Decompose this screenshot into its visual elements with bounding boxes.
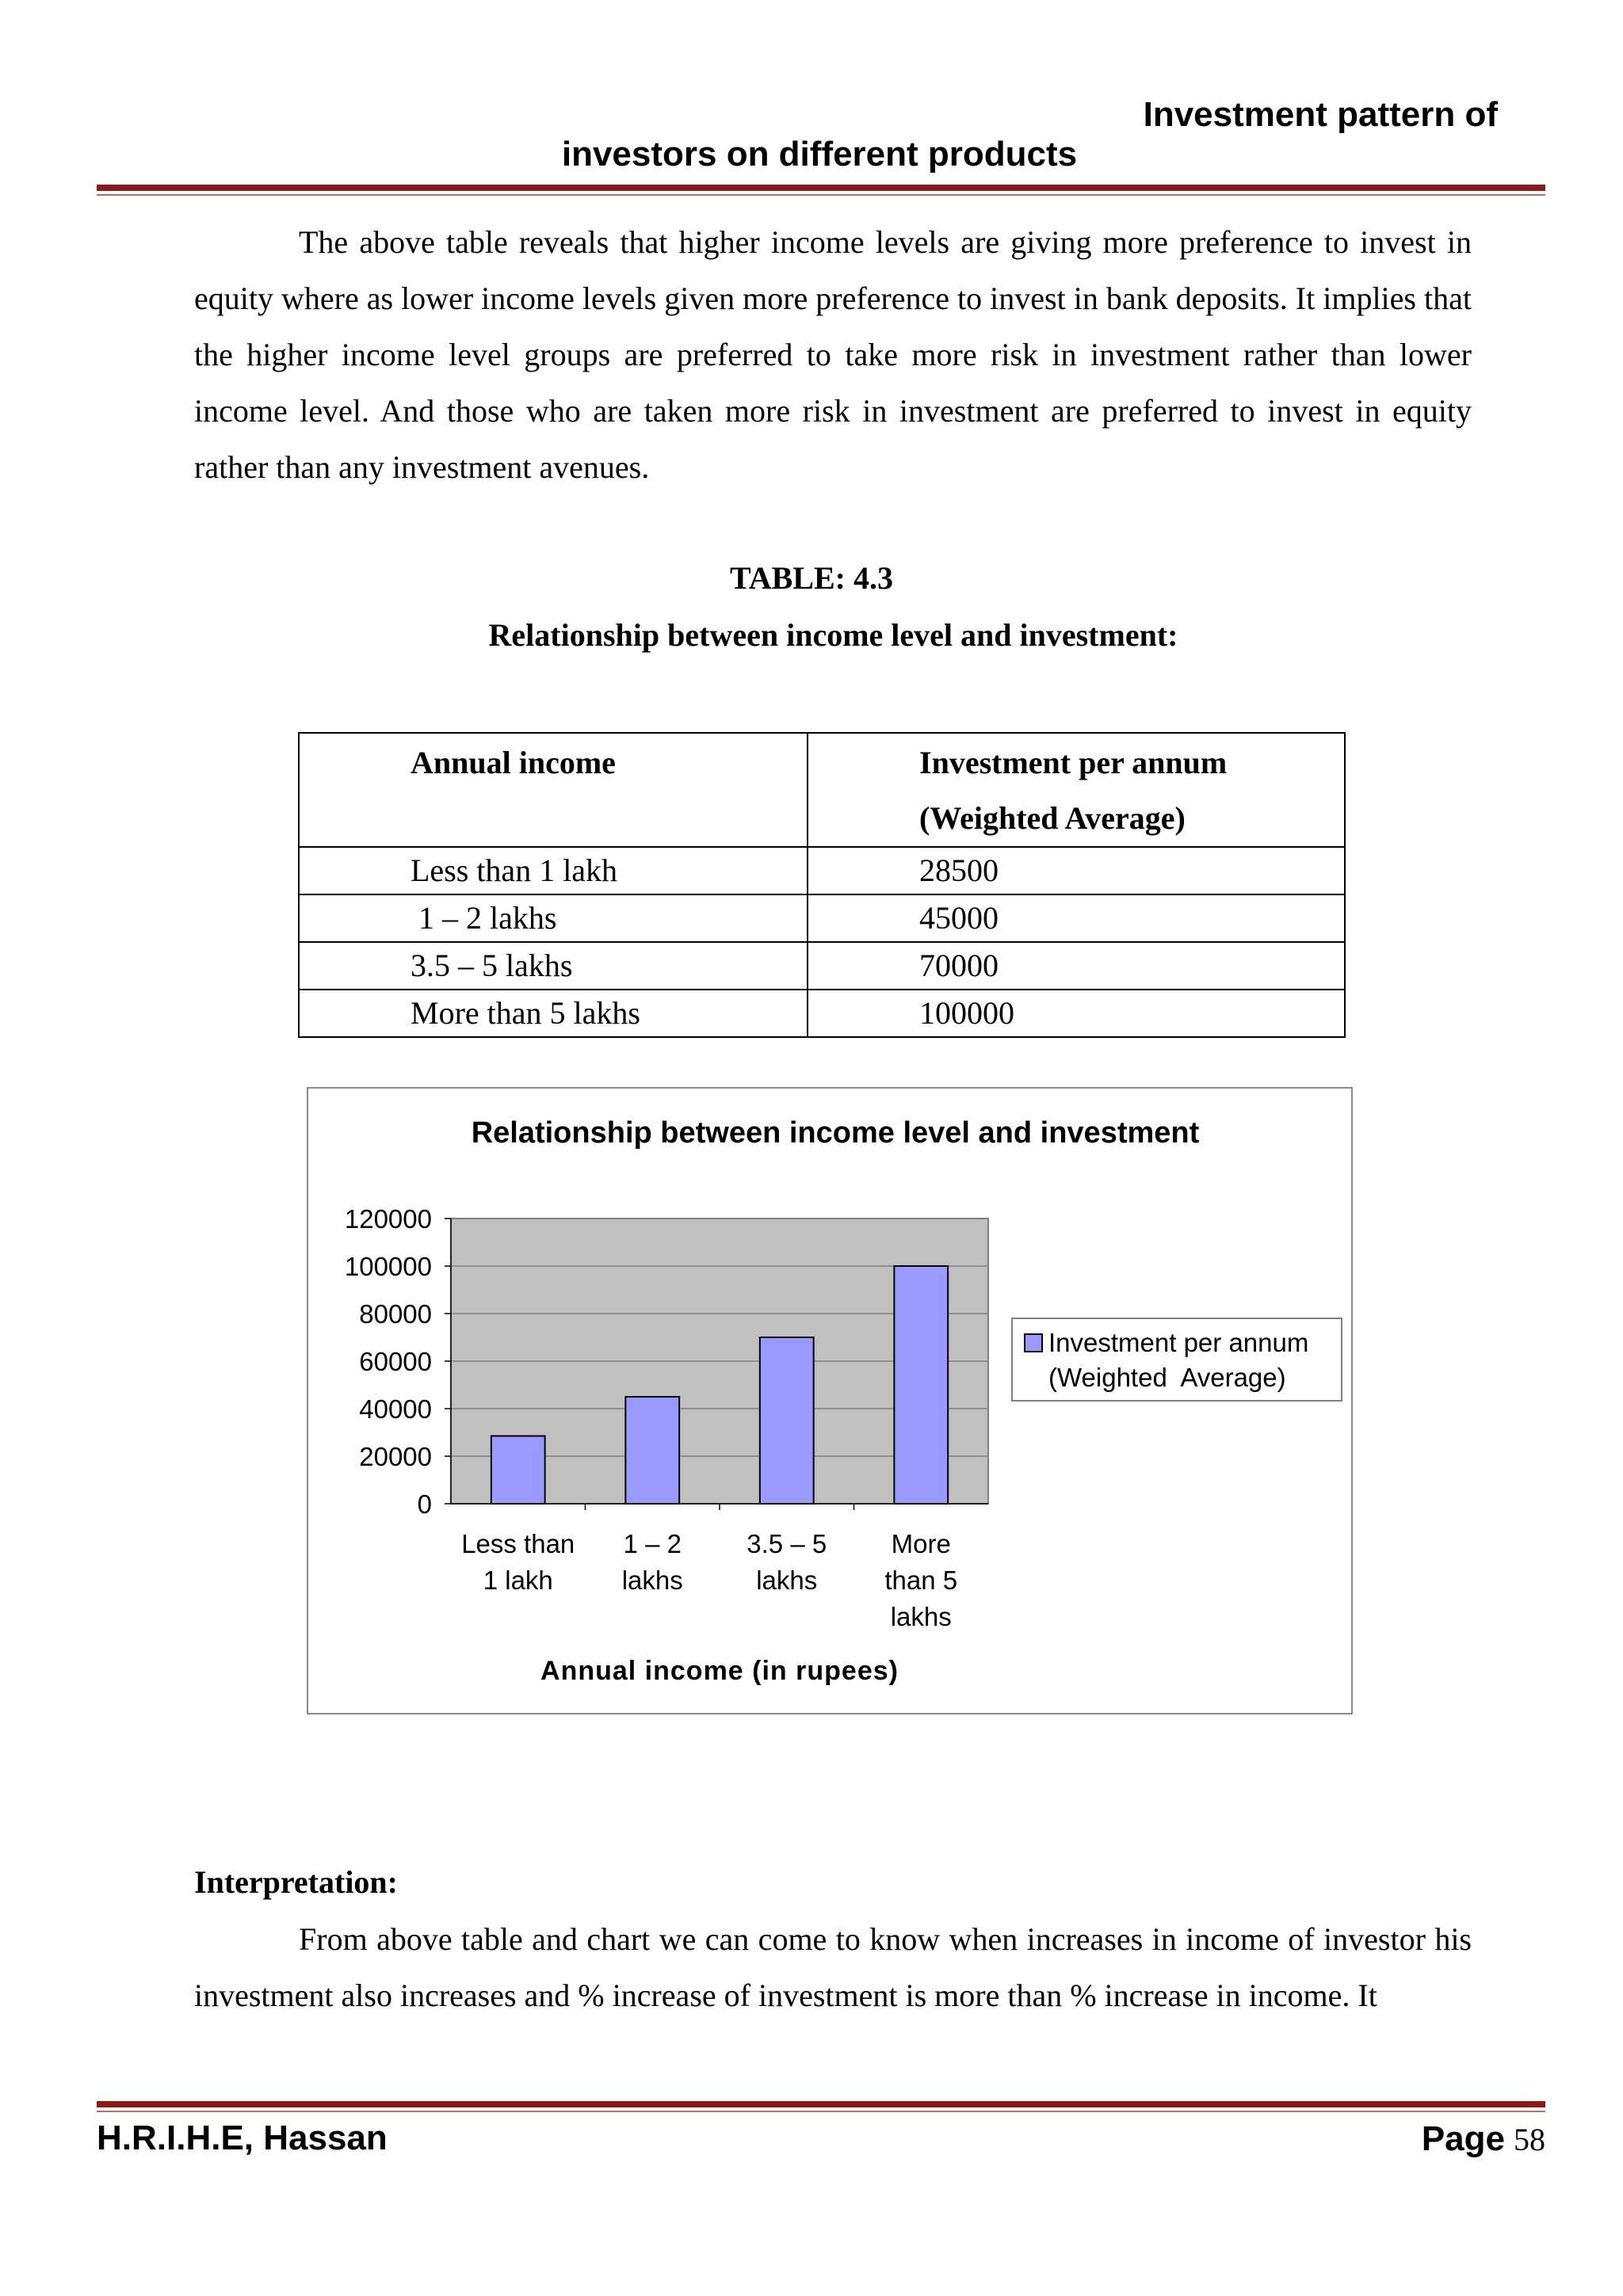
bar <box>894 1266 948 1504</box>
x-tick-label <box>461 1529 575 1595</box>
chart-container <box>307 1087 1353 1714</box>
table-header-cell <box>808 733 1345 847</box>
x-tick-label <box>747 1529 827 1595</box>
x-tick-label-line: 1 lakh <box>483 1566 553 1595</box>
footer-page-label: Page <box>1421 2119 1505 2158</box>
table-title: TABLE: 4.3 <box>730 560 893 596</box>
table-row <box>299 990 1345 1037</box>
x-tick-label-line: 1 – 2 <box>623 1529 682 1558</box>
x-tick-label-line: lakhs <box>621 1566 683 1595</box>
table-cell: 28500 <box>808 847 1345 894</box>
y-tick-label: 120000 <box>344 1204 432 1234</box>
table-row <box>299 894 1345 942</box>
legend-label-line2: (Weighted Average) <box>1048 1363 1286 1392</box>
table-header-line: Investment per annum <box>919 745 1228 780</box>
x-tick-label-line: Less than <box>461 1529 575 1558</box>
x-tick-label-line: lakhs <box>890 1602 952 1631</box>
x-tick-label <box>884 1529 957 1631</box>
table-header-line: (Weighted Average) <box>919 800 1186 836</box>
header-rule-thin <box>97 194 1545 196</box>
header-title-line1: Investment pattern of <box>1143 95 1498 134</box>
x-tick-label-line: 3.5 – 5 <box>747 1529 827 1558</box>
footer-page-number: 58 <box>1514 2122 1545 2157</box>
table-cell: 3.5 – 5 lakhs <box>299 942 808 990</box>
x-tick-label <box>622 1529 683 1595</box>
chart-title: Relationship between income level and investment <box>471 1116 1200 1150</box>
table-row <box>299 847 1345 894</box>
table-cell: 1 – 2 lakhs <box>299 894 808 942</box>
x-tick-label-line: than 5 <box>884 1566 958 1595</box>
table-cell: More than 5 lakhs <box>299 990 808 1037</box>
header-rule <box>97 185 1545 191</box>
footer-rule-thin <box>97 2111 1545 2112</box>
header-title-line2: investors on different products <box>561 135 1078 174</box>
bar <box>625 1397 679 1504</box>
footer-rule <box>97 2101 1545 2107</box>
income-investment-table <box>298 732 1346 1038</box>
y-tick-label: 0 <box>417 1489 432 1519</box>
bar-chart <box>308 1089 1351 1713</box>
y-tick-label: 20000 <box>359 1442 432 1471</box>
legend-swatch <box>1025 1334 1042 1352</box>
footer-page <box>1422 2119 1545 2159</box>
table-cell: Less than 1 lakh <box>299 847 808 894</box>
footer-institution: H.R.I.H.E, Hassan <box>97 2119 388 2157</box>
table-header-cell: Annual income <box>299 733 808 847</box>
y-tick-label: 100000 <box>344 1252 432 1281</box>
table-cell: 100000 <box>808 990 1345 1037</box>
intro-paragraph: The above table reveals that higher income levels are giving more preference to invest in equity where as lower income levels given more preference to invest in bank deposits. It implies that the higher income level groups are preferred to take more risk in investment rather than lower income level. And those who are taken more risk in investment are preferred to invest in equity rather than any investment avenues. <box>194 224 1472 485</box>
x-tick-label-line: lakhs <box>756 1566 818 1595</box>
table-cell: 45000 <box>808 894 1345 942</box>
y-tick-label: 80000 <box>359 1299 432 1329</box>
y-tick-label: 40000 <box>359 1394 432 1424</box>
table-subtitle: Relationship between income level and investment: <box>488 617 1178 653</box>
table-row <box>299 942 1345 990</box>
interpretation-paragraph: From above table and chart we can come to know when increases in income of investor his investment also increases and % increase of investment is more than % increase in income. It <box>194 1921 1472 2013</box>
interpretation-heading: Interpretation: <box>194 1864 398 1900</box>
bar <box>491 1436 545 1505</box>
table-header-row <box>299 733 1345 847</box>
y-tick-label: 60000 <box>359 1347 432 1376</box>
legend-label-line1: Investment per annum <box>1048 1328 1309 1357</box>
table-cell: 70000 <box>808 942 1345 990</box>
bar <box>760 1337 814 1504</box>
x-axis-label: Annual income (in rupees) <box>540 1656 899 1686</box>
x-tick-label-line: More <box>891 1529 951 1558</box>
